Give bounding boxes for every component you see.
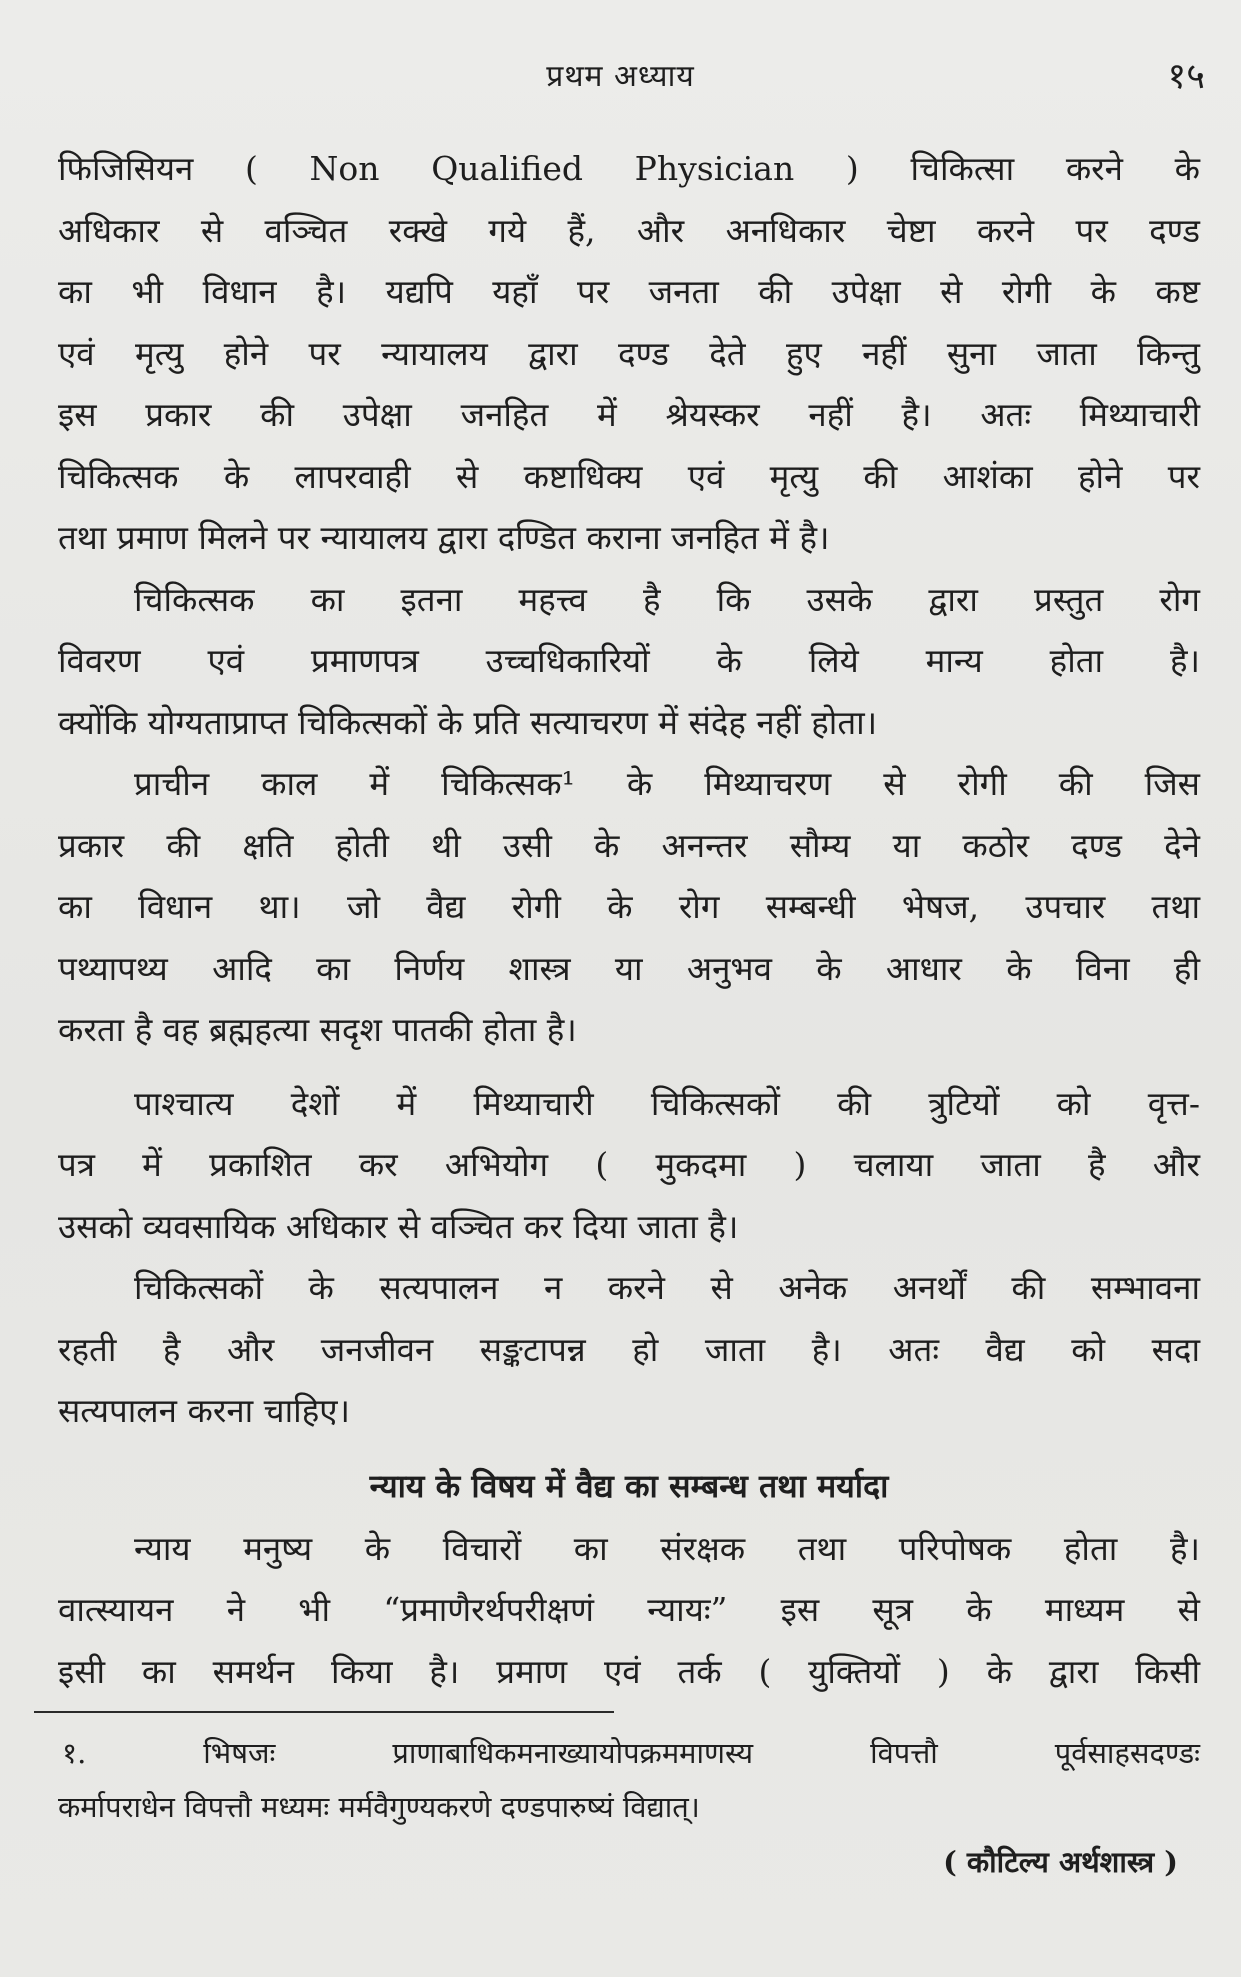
text-line: इसी का समर्थन किया है। प्रमाण एवं तर्क ( युक्तियों ) के द्वारा किसी	[58, 1651, 1200, 1691]
text-line: करता है वह ब्रह्महत्या सदृश पातकी होता है।	[58, 1010, 577, 1049]
running-head: प्रथम अध्याय	[546, 59, 695, 94]
text-line: का विधान था। जो वैद्य रोगी के रोग सम्बन्धी भेषज, उपचार तथा	[58, 887, 1200, 926]
footnote-rule	[34, 1711, 614, 1713]
text-line: सत्यपालन करना चाहिए।	[58, 1391, 351, 1430]
text-line: पत्र में प्रकाशित कर अभियोग ( मुकदमा ) चलाया जाता है और	[58, 1145, 1200, 1184]
text-line: का भी विधान है। यद्यपि यहाँ पर जनता की उपेक्षा से रोगी के कष्ट	[58, 272, 1200, 311]
paragraph-gap	[58, 1442, 1200, 1454]
footnote	[58, 1726, 1200, 1890]
paragraph-gap	[58, 1061, 1200, 1073]
text-line: इस प्रकार की उपेक्षा जनहित में श्रेयस्कर नहीं है। अतः मिथ्याचारी	[58, 395, 1200, 434]
text-line: अधिकार से वञ्चित रक्खे गये हैं, और अनधिकार चेष्टा करने पर दण्ड	[58, 210, 1200, 250]
footnote-line: १. भिषजः प्राणाबाधिकमनाख्यायोपक्रममाणस्य विपत्तौ पूर्वसाहसदण्डः	[62, 1736, 1200, 1770]
text-line: चिकित्सक के लापरवाही से कष्टाधिक्य एवं मृत्यु की आशंका होने पर	[58, 456, 1200, 496]
body-text	[58, 138, 1200, 1702]
text-line: चिकित्सकों के सत्यपालन न करने से अनेक अनर्थों की सम्भावना	[134, 1268, 1200, 1307]
text-line: फिजिसियन ( Non Qualified Physician ) चिकित्सा करने के	[58, 149, 1200, 188]
text-line: चिकित्सक का इतना महत्त्व है कि उसके द्वारा प्रस्तुत रोग	[134, 579, 1200, 619]
text-line: प्राचीन काल में चिकित्सक¹ के मिथ्याचरण से रोगी की जिस	[134, 764, 1200, 803]
text-line: पाश्चात्य देशों में मिथ्याचारी चिकित्सकों की त्रुटियों को वृत्त-	[134, 1083, 1200, 1123]
footnote-source: ( कौटिल्य अर्थशास्त्र )	[943, 1845, 1178, 1879]
text-line: न्याय मनुष्य के विचारों का संरक्षक तथा परिपोषक होता है।	[134, 1528, 1200, 1568]
text-line: एवं मृत्यु होने पर न्यायालय द्वारा दण्ड देते हुए नहीं सुना जाता किन्तु	[58, 333, 1200, 373]
text-line: उसको व्यवसायिक अधिकार से वञ्चित कर दिया जाता है।	[58, 1206, 739, 1246]
text-line: वात्स्यायन ने भी “प्रमाणैरर्थपरीक्षणं न्यायः” इस सूत्र के माध्यम से	[58, 1590, 1200, 1629]
text-line: प्रकार की क्षति होती थी उसी के अनन्तर सौम्य या कठोर दण्ड देने	[58, 825, 1200, 865]
footnote-line: कर्मापराधेन विपत्तौ मध्यमः मर्मवैगुण्यकरणे दण्डपारुष्यं विद्यात्।	[58, 1790, 700, 1824]
text-line: पथ्यापथ्य आदि का निर्णय शास्त्र या अनुभव के आधार के विना ही	[58, 948, 1200, 988]
page-header	[0, 52, 1241, 102]
page-number: १५	[1167, 56, 1205, 97]
text-line: विवरण एवं प्रमाणपत्र उच्चधिकारियों के लिये मान्य होता है।	[58, 641, 1200, 680]
text-line: रहती है और जनजीवन सङ्कटापन्न हो जाता है। अतः वैद्य को सदा	[58, 1329, 1200, 1369]
text-line: तथा प्रमाण मिलने पर न्यायालय द्वारा दण्डित कराना जनहित में है।	[58, 518, 830, 557]
section-heading: न्याय के विषय में वैद्य का सम्बन्ध तथा मर्यादा	[369, 1466, 889, 1505]
text-line: क्योंकि योग्यताप्राप्त चिकित्सकों के प्रति सत्याचरण में संदेह नहीं होता।	[58, 702, 878, 742]
